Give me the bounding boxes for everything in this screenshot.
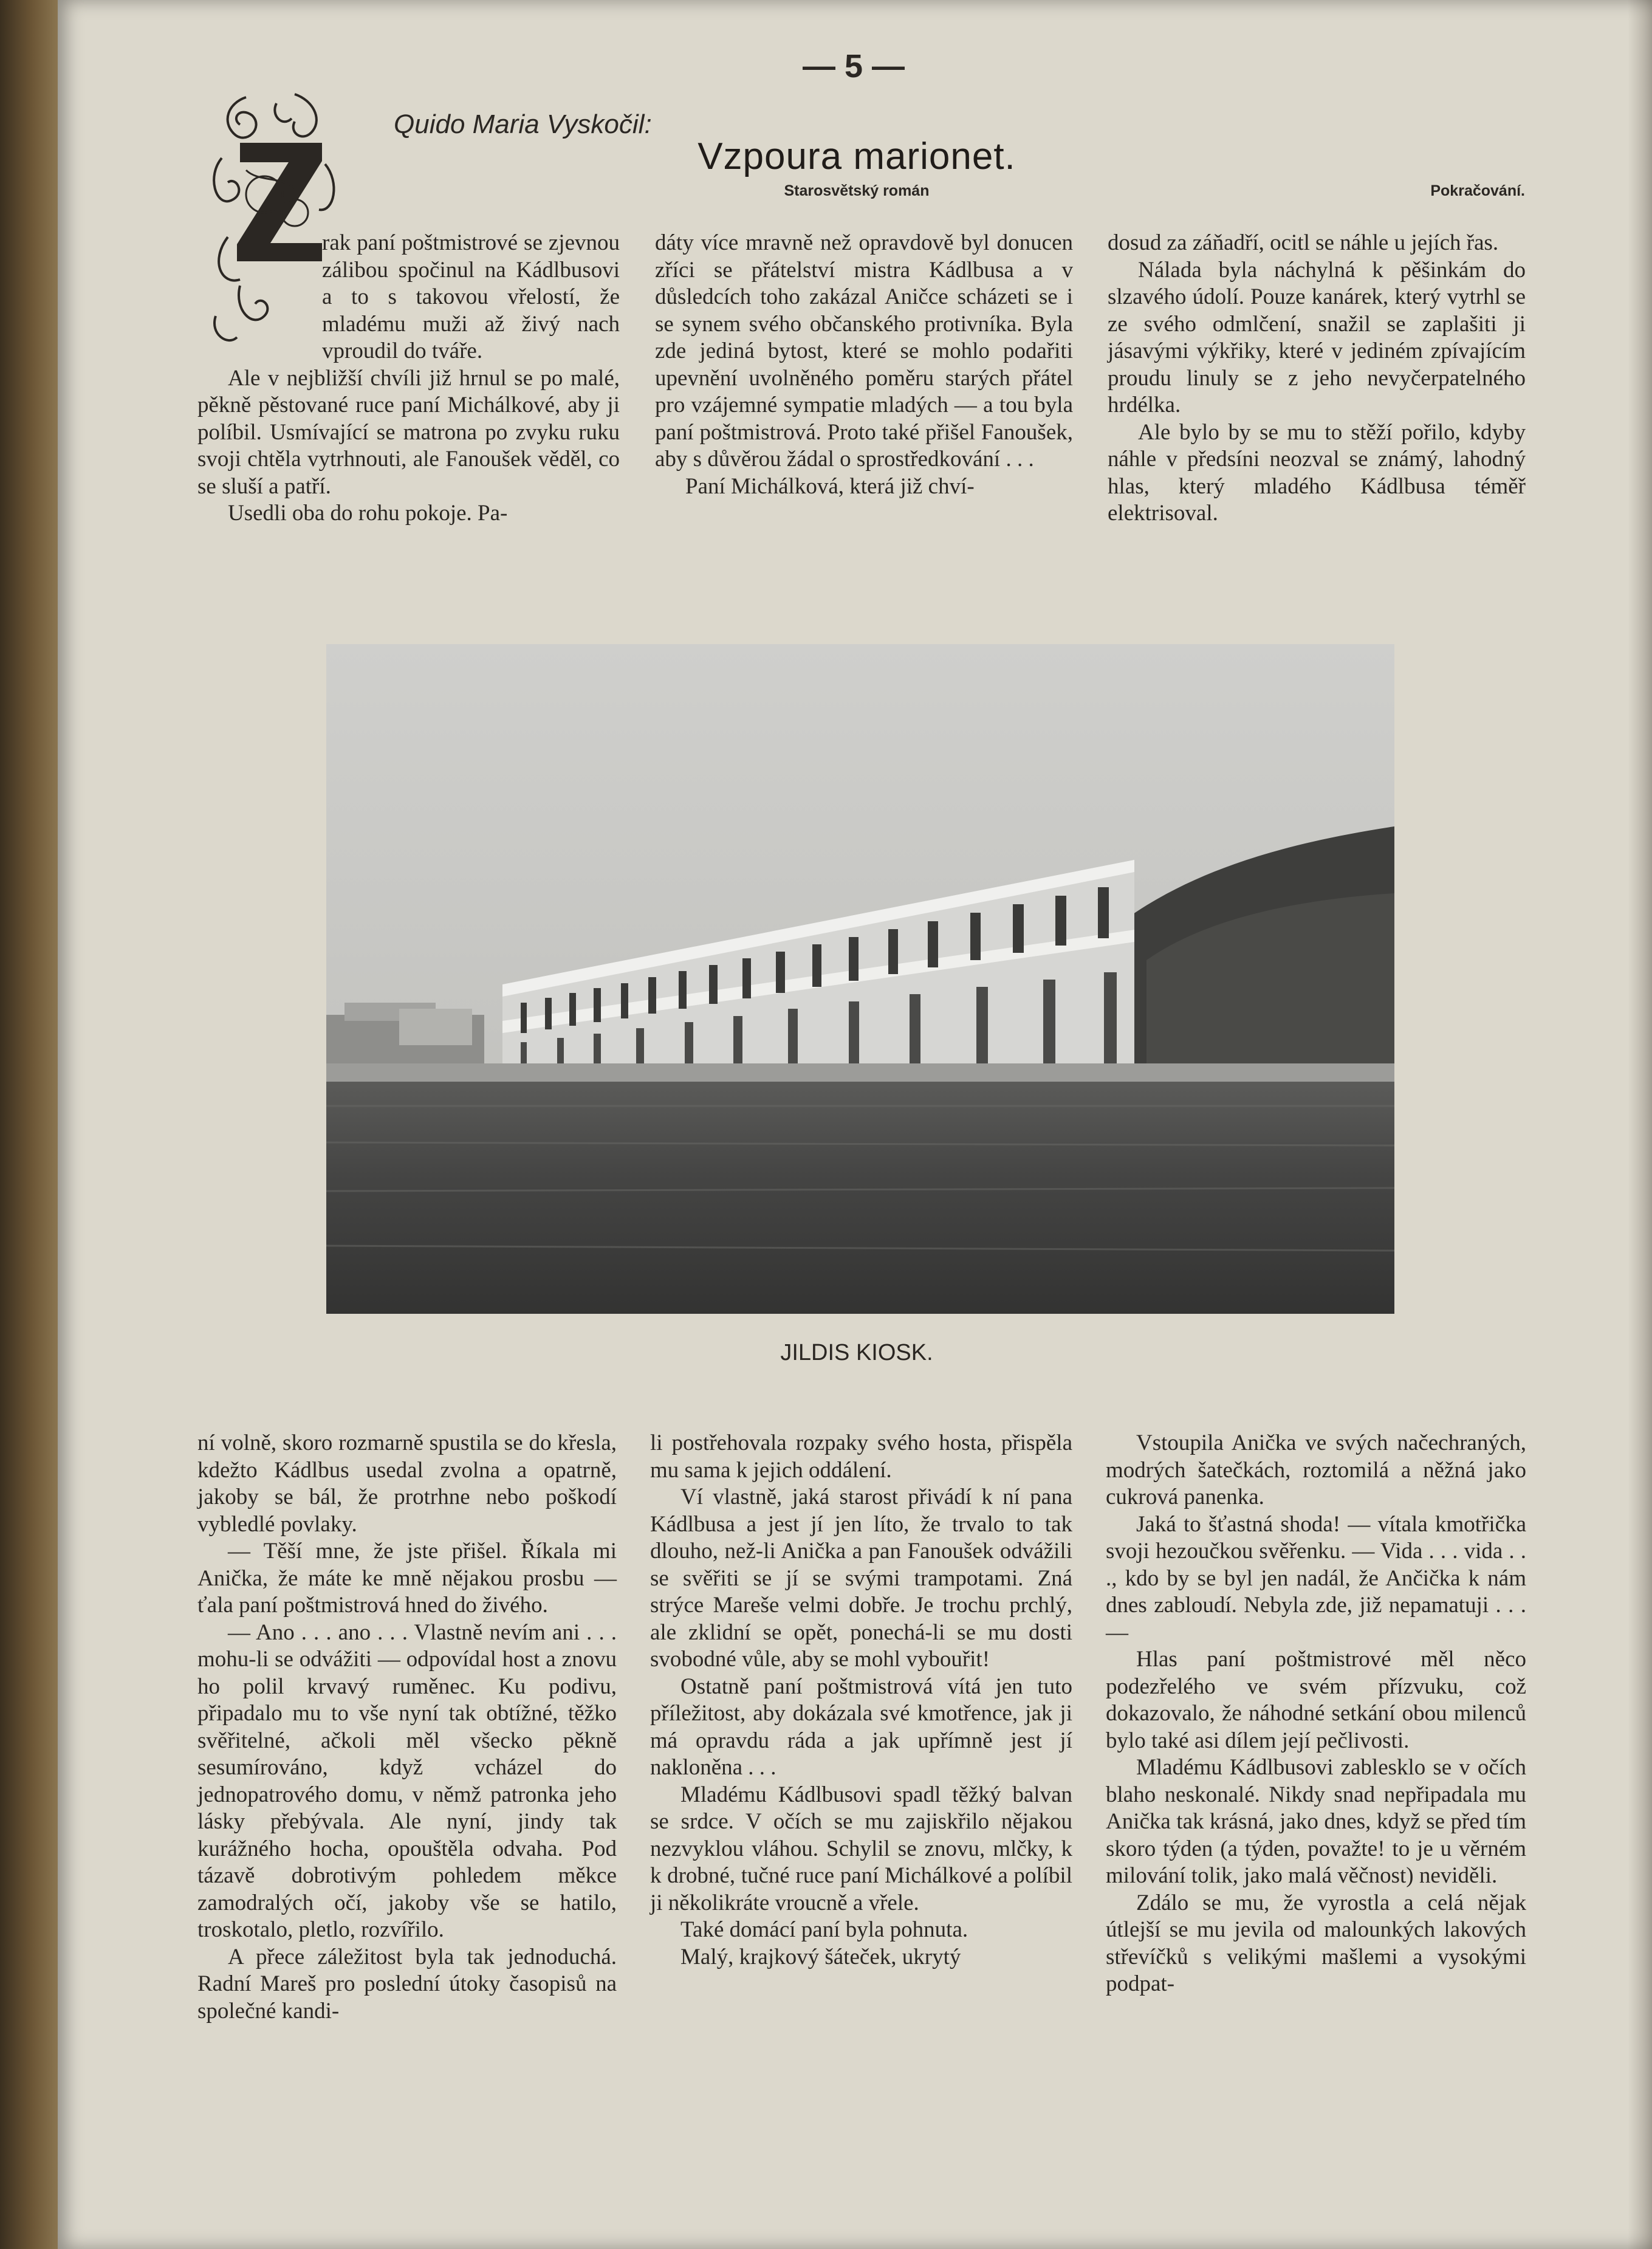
page-edge-shadow (1628, 0, 1652, 2249)
paragraph: dosud za záňadří, ocitl se náhle u jejích řas. (1108, 230, 1499, 255)
paragraph: Malý, krajkový šáteček, ukrytý (680, 1944, 961, 1969)
paragraph: Vstoupila Anička ve svých načechraných, modrých šatečkách, roztomilá a něžná jako cukrová panenka. (1106, 1430, 1526, 1509)
paragraph: Také domácí paní byla pohnuta. (680, 1917, 968, 1942)
paragraph: Usedli oba do rohu pokoje. Pa- (228, 501, 508, 526)
text-column-bottom-1 (197, 1430, 617, 2025)
article-subtitle: Starosvětský román (784, 182, 930, 199)
text-column-bottom-3 (1106, 1430, 1526, 1998)
paragraph: A přece záležitost byla tak jednoduchá. Radní Mareš pro poslední útoky časopisů na společné kandi- (197, 1944, 617, 2024)
paragraph: Mladému Kádlbusovi zablesklo se v očích blaho neskonalé. Nikdy snad nepřipadala mu Anička tak krásná, jako dnes, když se před tím skoro týden (a týden, považte! to je u věrném milování tolik, jako malá věčnost) neviděli. (1106, 1755, 1526, 1888)
text-column-bottom-2 (650, 1430, 1072, 1971)
paragraph: — Ano . . . ano . . . Vlastně nevím ani . . . mohu-li se odvážiti — odpovídal host a znovu ho polil krvavý ruměnec. Ku podivu, připadalo mu to vše nyní tak obtížné, těžko svěřitelné, ačkoli měl všecko pěkně sesumírováno, když vcházel do jednopatrového domu, v němž patronka jeho lásky přebývala. Ale nyní, jindy tak kurážného hocha, opouštěla odvaha. Pod tázavě dobrotivým pohledem měkce zamodralých očí, jakoby vše se hatilo, troskotalo, pletlo, rozvířilo. (197, 1619, 617, 1942)
page-number: — 5 — (802, 48, 905, 84)
text-column-top-3 (1108, 230, 1526, 527)
paragraph: Ví vlastně, jaká starost přivádí k ní pana Kádlbusa a jest jí jen líto, že trvalo to tak dlouho, než-li Anička a pan Fanoušek odvážili se svěřiti se jí se svými trampotami. Zná strýce Mareše velmi dobře. Je trochu prchlý, ale zklidní se opět, ponechá-li se mu dosti svobodné vůle, aby se mohl vybouřit! (650, 1485, 1072, 1672)
text-column-top-1 (197, 230, 620, 527)
paragraph: Ale bylo by se mu to stěží pořilo, kdyby náhle v předsíni neozval se známý, lahodný hlas, který mladého Kádlbusa téměř elektrisoval. (1108, 419, 1526, 526)
paragraph: Ale v nejbližší chvíli již hrnul se po malé, pěkně pěstované ruce paní Michálkové, aby ji políbil. Usmívající se matrona po zvyku ruku svoji chtěla vytrhnouti, ale Fanoušek věděl, co se sluší a patří. (197, 365, 620, 499)
paragraph: rak paní poštmistrové se zjevnou zálibou spočinul na Kádlbusovi a to s takovou vřelostí, že mladému muži až živý nach vproudil do tváře. (322, 230, 620, 363)
text-column-top-2 (655, 230, 1073, 500)
photo-caption: JILDIS KIOSK. (780, 1340, 933, 1365)
book-binding (0, 0, 58, 2249)
paragraph: Hlas paní poštmistrové měl něco podezřelého ve svém přízvuku, což dokazovalo, že náhodné setkání obou milenců bylo také asi dílem její pečlivosti. (1106, 1647, 1526, 1753)
paragraph: — Těší mne, že jste přišel. Říkala mi Anička, že máte ke mně nějakou prosbu — ťala paní poštmistrová hned do živého. (197, 1539, 617, 1618)
continued-label: Pokračování. (1430, 182, 1525, 199)
article-author: Quido Maria Vyskočil: (394, 109, 652, 139)
palace-photograph (326, 644, 1394, 1314)
paragraph: Ostatně paní poštmistrová vítá jen tuto příležitost, aby dokázala své kmotřence, jak ji má opravdu ráda a jak upřímně jest jí nakloněna . . . (650, 1674, 1072, 1780)
paragraph: Mladému Kádlbusovi spadl těžký balvan se srdce. V očích se mu zajiskřilo nějakou nezvyklou vláhou. Schylil se znovu, mlčky, k k drobné, tučné ruce paní Michálkové a políbil ji několikráte vroucně a vřele. (650, 1782, 1072, 1915)
paragraph: Paní Michálková, která již chví- (685, 473, 975, 499)
paragraph: dáty více mravně než opravdově byl donucen zříci se přátelství mistra Kádlbusa a v důsledcích toho zakázal Aničce scházeti se i se synem svého občanského protivníka. Byla zde jediná bytost, které se mohlo podařiti upevnění uvolněného poměru starých přátel pro vzájemné sympatie mladých — a tou byla paní poštmistrová. Proto také přišel Fanoušek, aby s důvěrou žádal o sprostředkování . . . (655, 230, 1073, 472)
paragraph: li postřehovala rozpaky svého hosta, přispěla mu sama k jejich oddálení. (650, 1430, 1072, 1483)
article-title: Vzpoura marionet. (697, 136, 1016, 177)
paragraph: Nálada byla náchylná k pěšinkám do slzavého údolí. Pouze kanárek, který vytrhl se ze svého odmlčení, snažil se zaplašiti ji jásavými výkřiky, které v jediném zpívajícím proudu linuly se z jeho nevyčerpatelného hrdélka. (1108, 257, 1526, 417)
paragraph: Zdálo se mu, že vyrostla a celá nějak útlejší se mu jevila od malounkých lakových střevíčků s velikými mašlemi a vysokými podpat- (1106, 1890, 1526, 1996)
paragraph: ní volně, skoro rozmarně spustila se do křesla, kdežto Kádlbus usedal zvolna a opatrně, jakoby se bál, že protrhne nebo poškodí vybledlé povlaky. (197, 1430, 617, 1537)
paragraph: Jaká to šťastná shoda! — vítala kmotřička svoji hezoučkou svěřenku. — Vida . . . vida . . ., kdo by se byl jen nadál, že Ančička k nám dnes zabloudí. Nebyla zde, již nepamatuji . . . — (1106, 1511, 1526, 1645)
